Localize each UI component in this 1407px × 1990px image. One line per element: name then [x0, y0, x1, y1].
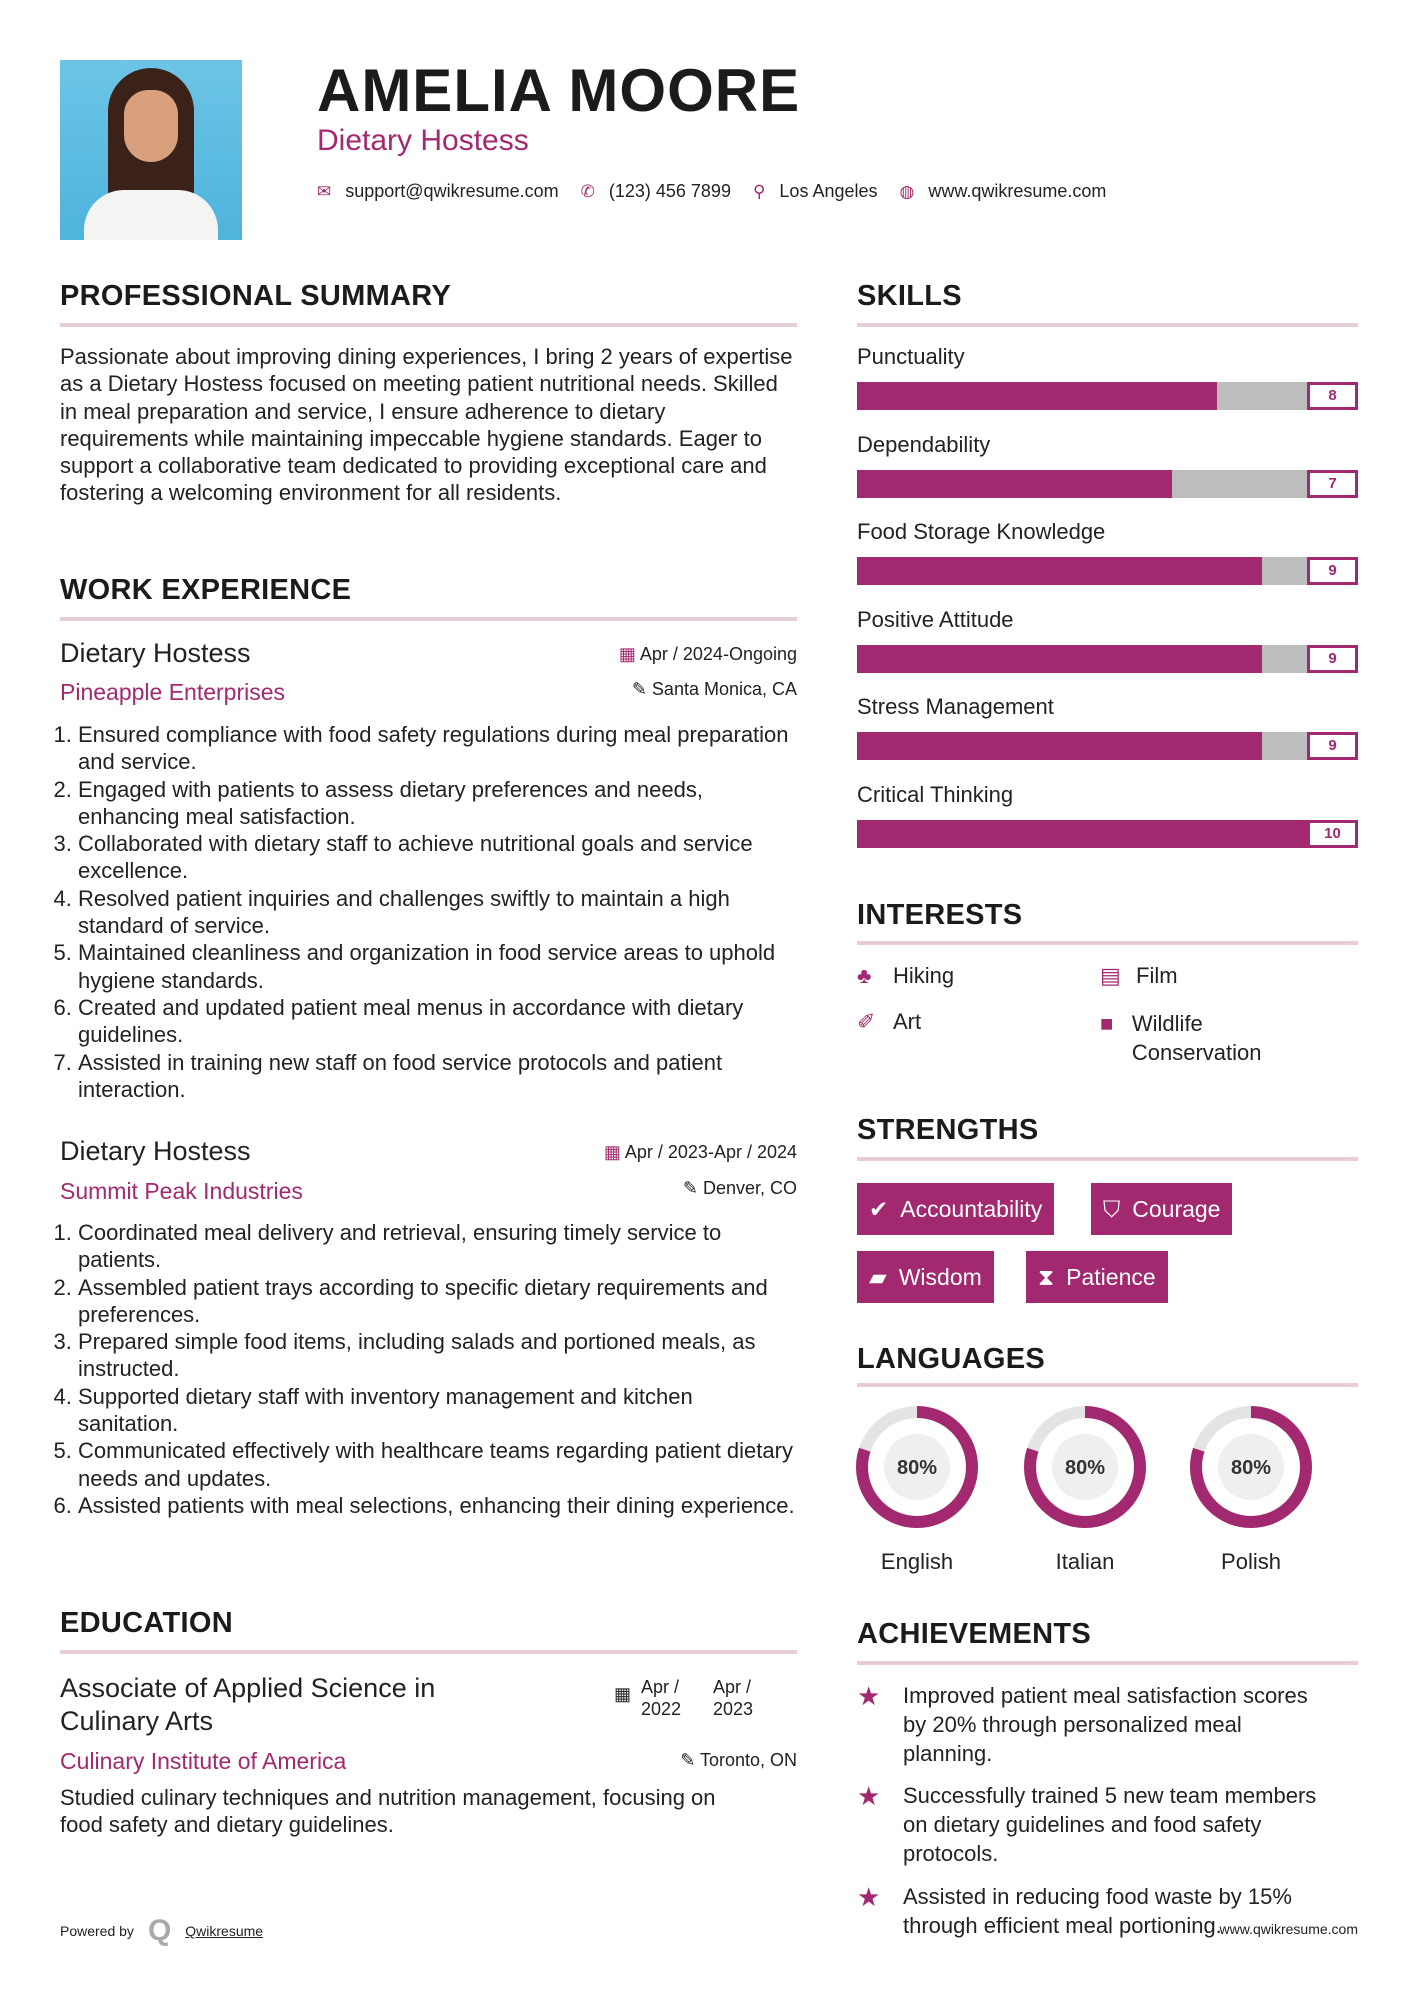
job-location-text: Denver, CO	[702, 1178, 797, 1198]
check-circle-icon: ✔	[869, 1195, 889, 1222]
profile-photo	[60, 60, 242, 240]
calendar-icon: ▦	[603, 1142, 625, 1162]
education-end: Apr / 2023	[713, 1677, 754, 1719]
job-location	[632, 679, 797, 700]
star-icon: ★	[857, 1881, 881, 1912]
divider	[857, 1383, 1358, 1387]
job-bullet: 3. Collaborated with dietary staff to achieve nutritional goals and service excellence.	[78, 830, 797, 885]
job-bullet: 7. Assisted in training new staff on food service protocols and patient interaction.	[78, 1049, 797, 1104]
strength-label: Wisdom	[898, 1263, 982, 1290]
job-dates-text: Apr / 2024-Ongoing	[639, 644, 797, 664]
section-heading-strengths: STRENGTHS	[857, 1114, 1039, 1146]
achievement-text: Assisted in reducing food waste by 15% through efficient meal portioning.	[903, 1883, 1292, 1938]
skill-label: Positive Attitude	[857, 606, 1014, 632]
elephant-icon: ■	[1100, 1011, 1114, 1036]
skill-label: Dependability	[857, 431, 991, 457]
education-location-text: Toronto, ON	[699, 1750, 797, 1770]
envelope-icon: ✉	[317, 181, 332, 201]
strength-label: Courage	[1132, 1195, 1221, 1222]
language-donut	[1181, 1402, 1321, 1532]
star-icon: ★	[857, 1681, 881, 1711]
strength-label: Patience	[1066, 1263, 1156, 1290]
divider	[857, 941, 1358, 945]
education-start: Apr / 2022	[641, 1677, 682, 1719]
globe-icon: ◍	[899, 181, 915, 201]
interest-label: Art	[893, 1009, 922, 1034]
strength-badge	[857, 1251, 994, 1303]
calendar-icon: ▦	[618, 644, 640, 664]
skill-bar	[857, 645, 1358, 673]
paintbrush-icon: ✐	[857, 1009, 876, 1034]
job-dates	[604, 1142, 797, 1163]
interest-item	[1100, 963, 1178, 989]
skill-value: 10	[1307, 820, 1358, 848]
contact-row	[317, 181, 1128, 202]
achievement-item	[857, 1782, 1358, 1868]
job-title: Dietary Hostess	[60, 1136, 251, 1166]
skill-bar	[857, 382, 1358, 410]
job-bullet: 6. Assisted patients with meal selections, enhancing their dining experience.	[78, 1492, 797, 1519]
hourglass-icon: ⧗	[1038, 1263, 1055, 1290]
tree-icon: ♣	[857, 963, 872, 988]
skill-fill	[857, 557, 1262, 585]
education-description: Studied culinary techniques and nutrition management, focusing on food safety and dietary guidelines.	[60, 1785, 716, 1838]
achievement-text: Successfully trained 5 new team members on dietary guidelines and food safety protocols.	[903, 1783, 1317, 1866]
job-location-text: Santa Monica, CA	[651, 679, 797, 699]
language-percent: 80%	[1230, 1457, 1272, 1479]
education-location	[680, 1750, 797, 1771]
strength-badge	[857, 1183, 1054, 1235]
language-item	[1181, 1402, 1321, 1575]
job-bullet: 2. Assembled patient trays according to specific dietary requirements and preferences.	[78, 1274, 797, 1329]
language-item	[847, 1402, 987, 1575]
skill-label: Punctuality	[857, 344, 965, 369]
skill-label: Critical Thinking	[857, 781, 1014, 807]
book-icon: ▰	[869, 1263, 887, 1290]
footer-website[interactable]: www.qwikresume.com	[1219, 1921, 1358, 1937]
divider	[60, 323, 797, 327]
language-donut	[847, 1402, 987, 1532]
skill-track	[857, 732, 1307, 760]
section-heading-languages: LANGUAGES	[857, 1343, 1045, 1375]
interest-item	[1100, 1009, 1300, 1067]
skill-fill	[857, 645, 1262, 673]
achievements-list	[857, 1682, 1358, 1954]
powered-by	[60, 1914, 263, 1948]
film-icon: ▤	[1100, 963, 1121, 988]
skill-label: Food Storage Knowledge	[857, 519, 1106, 545]
language-name: English	[880, 1549, 954, 1574]
section-heading-skills: SKILLS	[857, 280, 962, 312]
divider	[60, 1650, 797, 1654]
website-link[interactable]: www.qwikresume.com	[928, 181, 1107, 201]
skill-track	[857, 382, 1307, 410]
skill-bar	[857, 732, 1358, 760]
pin-icon: ✎	[680, 1750, 700, 1770]
divider	[857, 1157, 1358, 1161]
job-bullets	[60, 721, 797, 1103]
section-heading-achievements: ACHIEVEMENTS	[857, 1618, 1092, 1650]
school-name: Culinary Institute of America	[60, 1748, 347, 1774]
skills-list	[857, 344, 1358, 870]
pin-icon: ✎	[682, 1178, 703, 1198]
candidate-title: Dietary Hostess	[317, 124, 529, 157]
job-bullet: 4. Resolved patient inquiries and challenges swiftly to maintain a high standard of service.	[78, 885, 797, 940]
language-name: Polish	[1221, 1549, 1281, 1574]
interest-label: Wildlife Conservation	[1131, 1011, 1262, 1065]
skill-bar	[857, 557, 1358, 585]
qwikresume-link[interactable]: Qwikresume	[185, 1923, 264, 1939]
skill-value: 8	[1307, 382, 1358, 410]
candidate-name: AMELIA MOORE	[317, 57, 801, 124]
job-bullet: 1. Ensured compliance with food safety regulations during meal preparation and service.	[78, 721, 797, 776]
language-donut	[1015, 1402, 1155, 1532]
skill-item	[857, 344, 1358, 432]
summary-text: Passionate about improving dining experiences, I bring 2 years of expertise as a Dietary Hostess focused on meeting patient nutritional needs. Skilled in meal preparation and service, I ensure adherence to dietary requirements while maintaining impeccable hygiene standards. Eager to support a collaborative team dedicated to providing exceptional care and fostering a welcoming environment for all residents.	[60, 344, 793, 506]
skill-track	[857, 557, 1307, 585]
skill-fill	[857, 820, 1307, 848]
phone-text: (123) 456 7899	[608, 181, 731, 201]
interest-item	[857, 1009, 921, 1035]
skill-item	[857, 694, 1358, 782]
job-bullets	[60, 1219, 797, 1519]
strength-label: Accountability	[900, 1195, 1043, 1222]
job-company: Summit Peak Industries	[60, 1178, 303, 1204]
skill-bar	[857, 820, 1358, 848]
degree-title: Associate of Applied Science in Culinary Arts	[60, 1673, 436, 1736]
pin-icon: ✎	[631, 679, 652, 699]
language-percent: 80%	[896, 1457, 938, 1479]
email-link[interactable]: support@qwikresume.com	[345, 181, 559, 201]
education-dates	[614, 1676, 761, 1720]
job-location	[683, 1178, 797, 1199]
divider	[60, 617, 797, 621]
job-bullet: 6. Created and updated patient meal menus in accordance with dietary guidelines.	[78, 994, 797, 1049]
language-item	[1015, 1402, 1155, 1575]
language-name: Italian	[1055, 1549, 1115, 1574]
star-icon: ★	[857, 1781, 881, 1812]
powered-by-label: Powered by	[60, 1923, 134, 1939]
job-bullet: 5. Maintained cleanliness and organization in food service areas to uphold hygiene standards.	[78, 939, 797, 994]
skill-track	[857, 645, 1307, 673]
achievement-text: Improved patient meal satisfaction scores by 20% through personalized meal planning.	[903, 1683, 1308, 1766]
job-bullet: 2. Engaged with patients to assess dietary preferences and needs, enhancing meal satisfaction.	[78, 776, 797, 831]
job-bullet: 1. Coordinated meal delivery and retrieval, ensuring timely service to patients.	[78, 1219, 797, 1274]
map-pin-icon: ⚲	[752, 181, 766, 201]
skill-value: 9	[1307, 645, 1358, 673]
skill-fill	[857, 382, 1217, 410]
interest-item	[857, 963, 954, 989]
skill-label: Stress Management	[857, 694, 1054, 720]
job-dates-text: Apr / 2023-Apr / 2024	[624, 1142, 797, 1162]
skill-value: 9	[1307, 557, 1358, 585]
skill-item	[857, 607, 1358, 695]
divider	[857, 323, 1358, 327]
section-heading-summary: PROFESSIONAL SUMMARY	[60, 280, 452, 312]
section-heading-education: EDUCATION	[60, 1607, 233, 1639]
section-heading-interests: INTERESTS	[857, 899, 1023, 931]
shield-icon: ⛉	[1103, 1195, 1121, 1222]
skill-track	[857, 820, 1307, 848]
job-company: Pineapple Enterprises	[60, 679, 286, 705]
calendar-icon: ▦	[614, 1684, 632, 1704]
section-heading-experience: WORK EXPERIENCE	[60, 574, 352, 606]
skill-value: 7	[1307, 470, 1358, 498]
skill-fill	[857, 732, 1262, 760]
achievement-item	[857, 1682, 1358, 1768]
skill-item	[857, 519, 1358, 607]
strength-badge	[1026, 1251, 1168, 1303]
interest-label: Film	[1136, 963, 1178, 988]
location-text: Los Angeles	[779, 181, 878, 201]
skill-track	[857, 470, 1307, 498]
skill-value: 9	[1307, 732, 1358, 760]
job-bullet: 3. Prepared simple food items, including salads and portioned meals, as instructed.	[78, 1328, 797, 1383]
job-bullet: 5. Communicated effectively with healthcare teams regarding patient dietary needs and updates.	[78, 1437, 797, 1492]
skill-item	[857, 782, 1358, 870]
language-percent: 80%	[1064, 1457, 1106, 1479]
divider	[857, 1661, 1358, 1665]
skill-bar	[857, 470, 1358, 498]
strength-badge	[1091, 1183, 1232, 1235]
job-dates	[619, 644, 797, 665]
job-bullet: 4. Supported dietary staff with inventory management and kitchen sanitation.	[78, 1383, 797, 1438]
interest-label: Hiking	[893, 963, 955, 988]
qwikresume-logo-icon: Q	[147, 1914, 172, 1947]
phone-icon: ✆	[580, 181, 595, 201]
job-title: Dietary Hostess	[60, 638, 251, 668]
skill-item	[857, 432, 1358, 520]
skill-fill	[857, 470, 1172, 498]
